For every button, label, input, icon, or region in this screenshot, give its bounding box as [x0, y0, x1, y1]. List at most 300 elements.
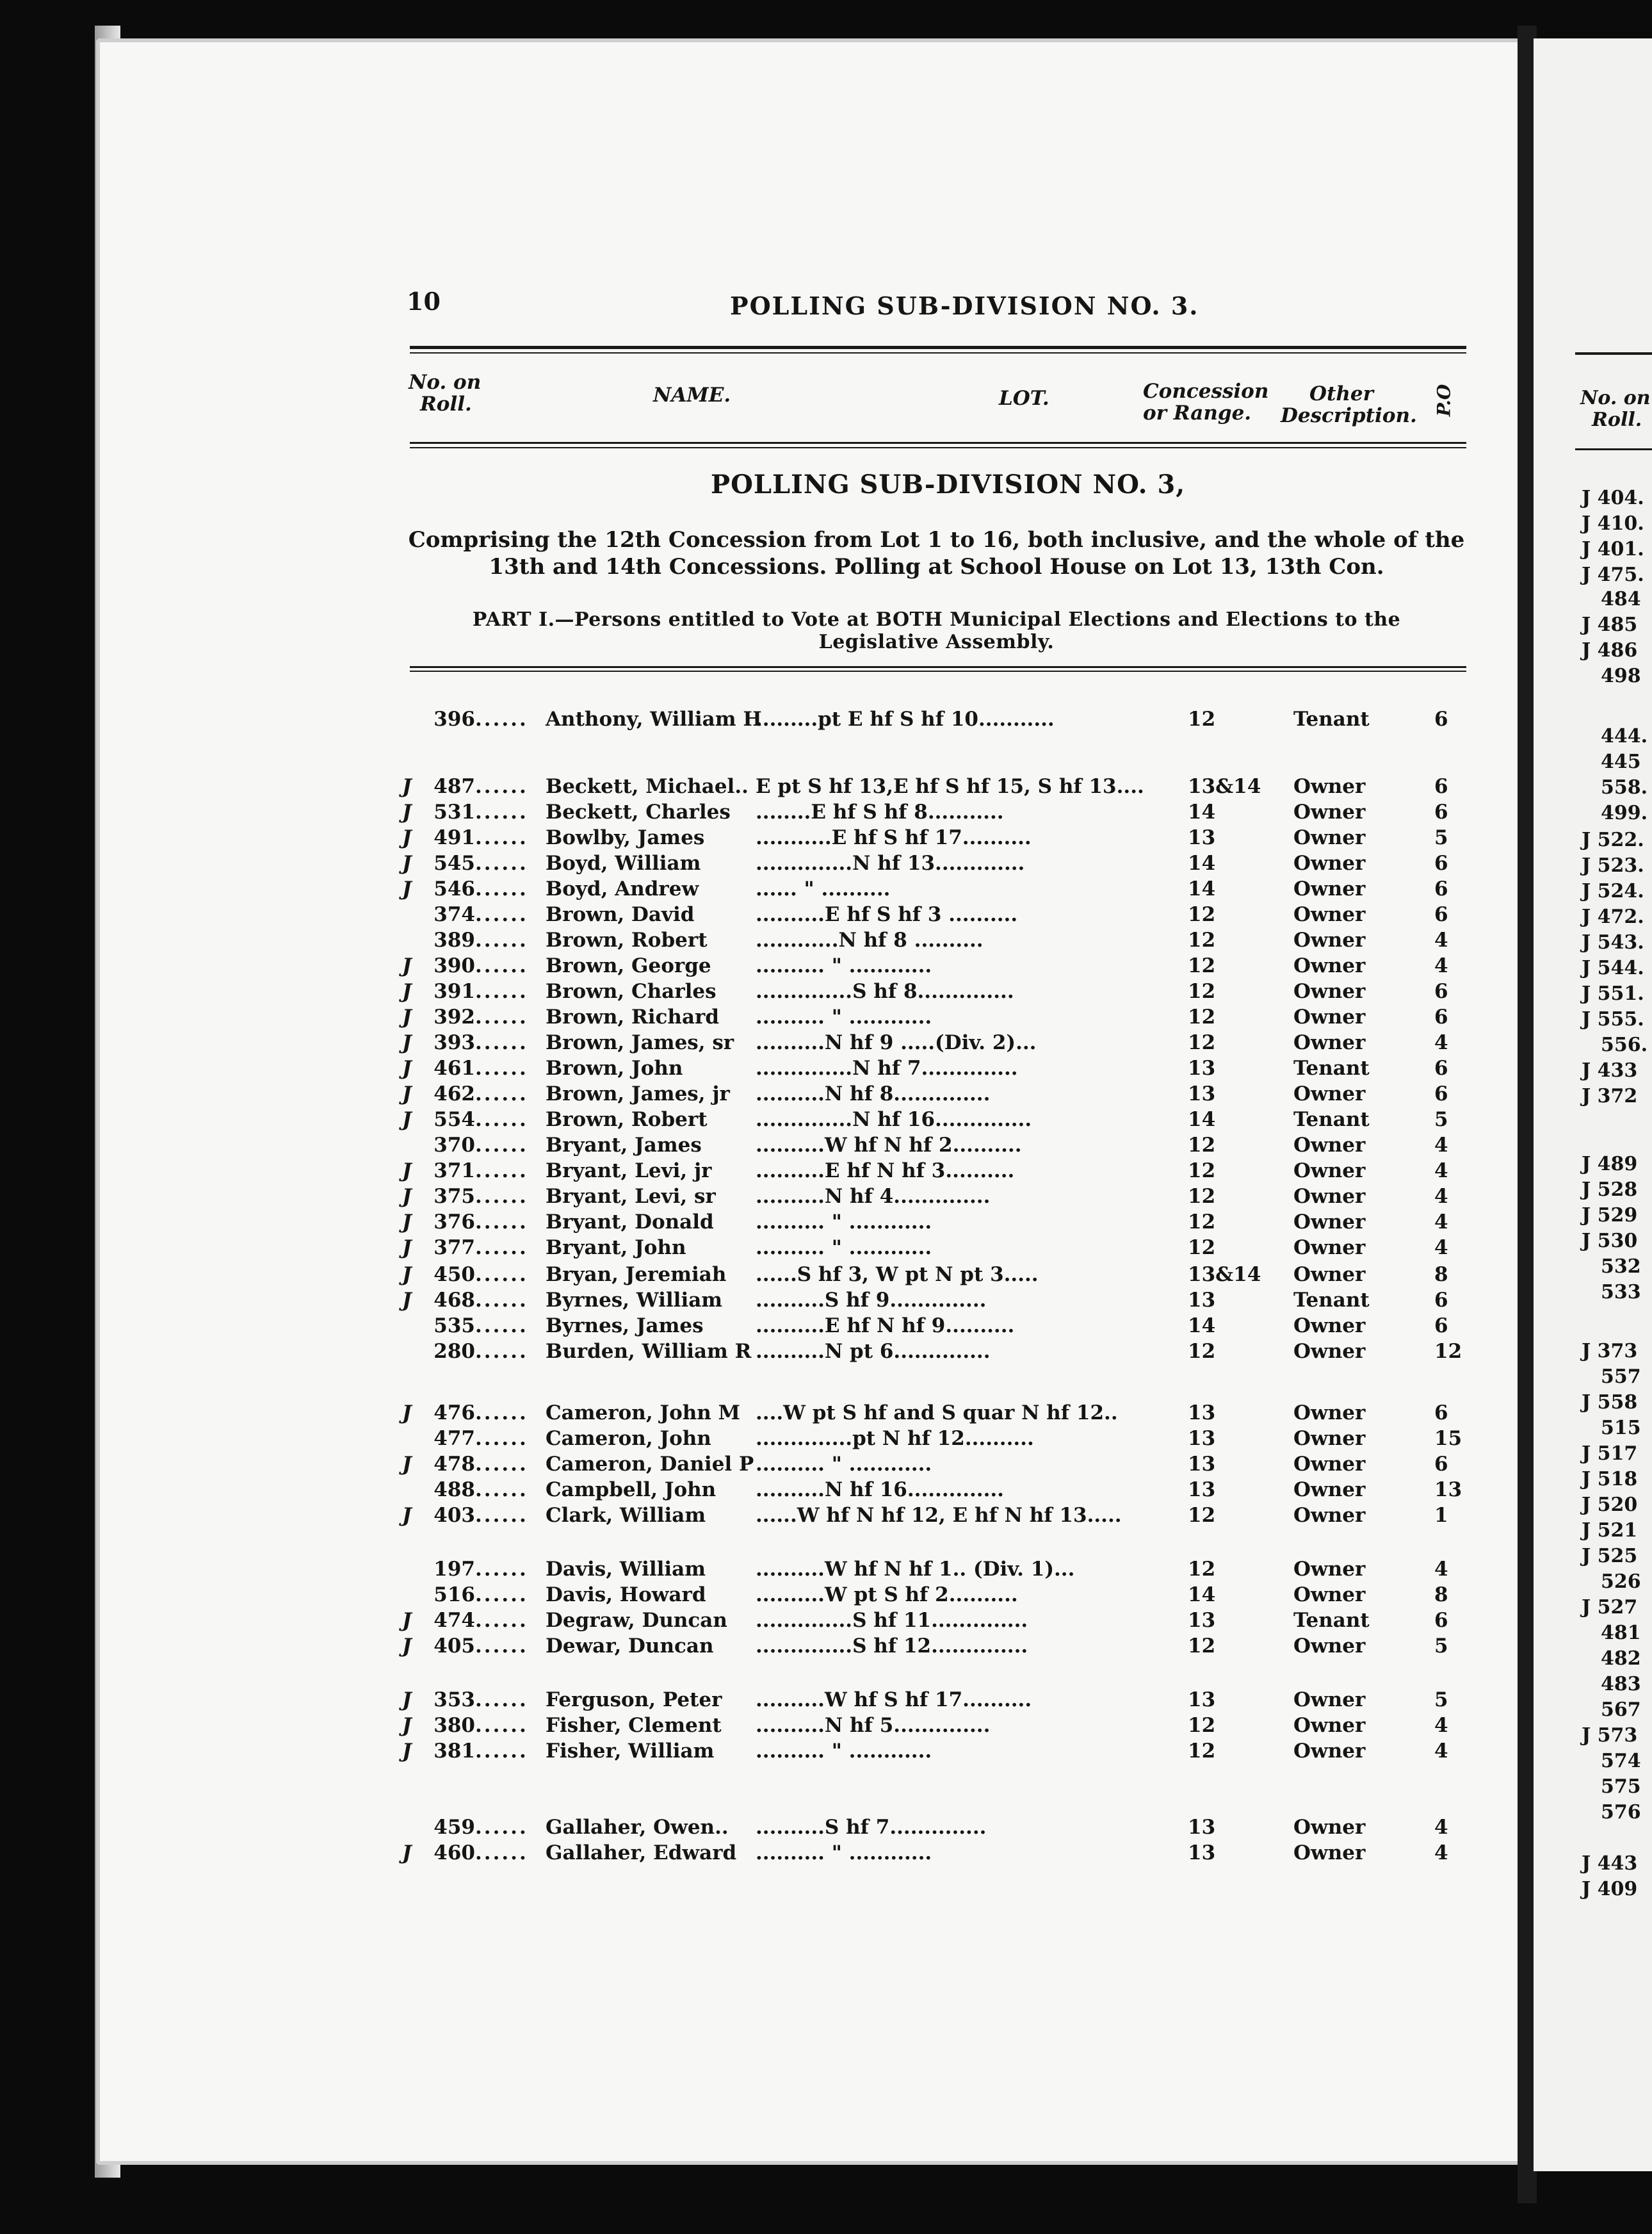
right-roll-number: 483: [1601, 1673, 1641, 1695]
roll-number: 381: [433, 1740, 475, 1763]
voter-name: Brown, James, sr: [546, 1031, 734, 1054]
leader-dots: ......: [475, 1558, 528, 1581]
lot-description: ...........E hf S hf 17..........: [756, 826, 1032, 849]
col-header-po: P.O: [1433, 384, 1455, 417]
roll-number: 405: [433, 1635, 475, 1658]
post-office: 1: [1434, 1504, 1448, 1527]
voter-name: Brown, James, jr: [546, 1082, 730, 1105]
voter-name: Brown, Robert: [546, 1108, 708, 1131]
right-roll-number: J 475.: [1582, 564, 1644, 586]
post-office: 4: [1434, 1740, 1448, 1763]
leader-dots: ......: [475, 1289, 528, 1312]
leader-dots: ......: [475, 1635, 528, 1658]
occupancy-description: Owner: [1293, 1031, 1366, 1054]
voter-name: Boyd, William: [546, 852, 701, 875]
voter-name: Degraw, Duncan: [546, 1609, 727, 1632]
occupancy-description: Owner: [1293, 1211, 1366, 1234]
voter-name: Burden, William R: [546, 1340, 752, 1363]
voter-name: Cameron, John: [546, 1427, 711, 1450]
occupancy-description: Owner: [1293, 1006, 1366, 1029]
roll-number: 371: [433, 1159, 475, 1182]
occupancy-description: Owner: [1293, 1340, 1366, 1363]
roll-number: 535: [433, 1314, 475, 1337]
lot-description: ............N hf 8 ..........: [756, 929, 984, 952]
post-office: 4: [1434, 1816, 1448, 1839]
leader-dots: ......: [475, 877, 528, 901]
roll-number: 468: [433, 1289, 475, 1312]
voter-name: Bryant, Levi, jr: [546, 1159, 712, 1182]
concession: 12: [1188, 1236, 1216, 1259]
concession: 13&14: [1188, 1263, 1261, 1286]
leader-dots: ......: [475, 1583, 528, 1606]
page-number: 10: [407, 287, 441, 316]
right-roll-number: 576: [1601, 1801, 1641, 1823]
voter-name: Davis, Howard: [546, 1583, 706, 1606]
roll-mark: J: [402, 775, 412, 798]
occupancy-description: Owner: [1293, 826, 1366, 849]
right-roll-number: 498: [1601, 665, 1641, 687]
header-rule-bottom: [410, 442, 1466, 444]
occupancy-description: Tenant: [1293, 1289, 1370, 1312]
concession: 13: [1188, 1082, 1216, 1105]
voter-name: Bryant, John: [546, 1236, 686, 1259]
leader-dots: ......: [475, 1714, 528, 1737]
roll-number: 280: [433, 1340, 475, 1363]
right-roll-number: 445: [1601, 751, 1641, 773]
roll-number: 516: [433, 1583, 475, 1606]
roll-mark: J: [402, 1263, 412, 1286]
right-col-header-no-on-roll: No. on Roll.: [1580, 387, 1651, 431]
leader-dots: ......: [475, 1504, 528, 1527]
post-office: 4: [1434, 1211, 1448, 1234]
lot-description: ..............N hf 13.............: [756, 852, 1025, 875]
concession: 14: [1188, 1108, 1216, 1131]
right-roll-number: 526: [1601, 1570, 1641, 1593]
right-roll-number: J 523.: [1582, 854, 1644, 877]
lot-description: ..........N hf 9 .....(Div. 2)...: [756, 1031, 1037, 1054]
roll-mark: J: [402, 1453, 412, 1476]
leader-dots: ......: [475, 1263, 528, 1286]
voter-name: Anthony, William H: [546, 708, 762, 731]
right-roll-number: J 401.: [1582, 538, 1644, 560]
post-office: 6: [1434, 708, 1448, 731]
roll-number: 396: [433, 708, 475, 731]
roll-mark: J: [402, 1031, 412, 1054]
roll-mark: J: [402, 980, 412, 1003]
concession: 12: [1188, 980, 1216, 1003]
voter-name: Bryant, James: [546, 1134, 702, 1157]
occupancy-description: Tenant: [1293, 708, 1370, 731]
right-roll-number: J 489: [1582, 1153, 1638, 1175]
roll-mark: J: [402, 1841, 412, 1864]
occupancy-description: Owner: [1293, 1236, 1366, 1259]
post-office: 6: [1434, 801, 1448, 824]
concession: 12: [1188, 708, 1216, 731]
right-roll-number: 556.: [1601, 1034, 1648, 1056]
right-roll-number: J 525: [1582, 1545, 1638, 1567]
post-office: 6: [1434, 1289, 1448, 1312]
right-roll-number: 558.: [1601, 776, 1648, 799]
post-office: 6: [1434, 1609, 1448, 1632]
lot-description: E pt S hf 13,E hf S hf 15, S hf 13....: [756, 775, 1144, 798]
voter-name: Bryan, Jeremiah: [546, 1263, 727, 1286]
post-office: 4: [1434, 1185, 1448, 1208]
concession: 12: [1188, 1031, 1216, 1054]
roll-number: 392: [433, 1006, 475, 1029]
right-roll-number: J 404.: [1582, 487, 1644, 509]
post-office: 6: [1434, 903, 1448, 926]
leader-dots: ......: [475, 1031, 528, 1054]
roll-mark: J: [402, 1609, 412, 1632]
roll-number: 370: [433, 1134, 475, 1157]
lot-description: ..........S hf 7..............: [756, 1816, 987, 1839]
post-office: 4: [1434, 1558, 1448, 1581]
right-roll-number: 482: [1601, 1647, 1641, 1670]
post-office: 6: [1434, 1057, 1448, 1080]
lot-description: ......W hf N hf 12, E hf N hf 13.....: [756, 1504, 1122, 1527]
roll-mark: J: [402, 1159, 412, 1182]
occupancy-description: Owner: [1293, 1185, 1366, 1208]
right-roll-number: J 485: [1582, 614, 1638, 636]
roll-mark: J: [402, 1236, 412, 1259]
lot-description: .........pt E hf S hf 10...........: [756, 708, 1055, 731]
col-header-concession: Concession or Range.: [1143, 380, 1269, 425]
roll-mark: J: [402, 1635, 412, 1658]
roll-number: 374: [433, 903, 475, 926]
voter-name: Brown, David: [546, 903, 695, 926]
concession: 12: [1188, 1635, 1216, 1658]
right-roll-number: J 410.: [1582, 512, 1644, 535]
voter-name: Fisher, Clement: [546, 1714, 722, 1737]
right-roll-number: J 522.: [1582, 829, 1644, 851]
right-roll-number: J 518: [1582, 1468, 1638, 1490]
leader-dots: ......: [475, 708, 528, 731]
right-roll-number: J 373: [1582, 1340, 1638, 1362]
concession: 13: [1188, 826, 1216, 849]
voter-name: Byrnes, James: [546, 1314, 704, 1337]
occupancy-description: Tenant: [1293, 1609, 1370, 1632]
leader-dots: ......: [475, 1609, 528, 1632]
roll-mark: J: [402, 1504, 412, 1527]
roll-mark: J: [402, 1688, 412, 1711]
roll-number: 377: [433, 1236, 475, 1259]
post-office: 6: [1434, 877, 1448, 901]
leader-dots: ......: [475, 1478, 528, 1501]
voter-name: Brown, Charles: [546, 980, 717, 1003]
roll-number: 546: [433, 877, 475, 901]
leader-dots: ......: [475, 775, 528, 798]
concession: 13: [1188, 1478, 1216, 1501]
post-office: 4: [1434, 954, 1448, 977]
right-roll-number: J 372: [1582, 1085, 1638, 1107]
leader-dots: ......: [475, 1236, 528, 1259]
lot-description: ..............N hf 7..............: [756, 1057, 1018, 1080]
leader-dots: ......: [475, 1401, 528, 1424]
voter-name: Brown, Robert: [546, 929, 708, 952]
concession: 12: [1188, 1185, 1216, 1208]
lot-description: ..........E hf N hf 9..........: [756, 1314, 1015, 1337]
roll-mark: J: [402, 877, 412, 901]
voter-name: Boyd, Andrew: [546, 877, 699, 901]
roll-mark: J: [402, 852, 412, 875]
concession: 13: [1188, 1401, 1216, 1424]
leader-dots: ......: [475, 1453, 528, 1476]
post-office: 4: [1434, 1236, 1448, 1259]
leader-dots: ......: [475, 1082, 528, 1105]
col-header-no-on-roll: No. on Roll.: [409, 371, 482, 416]
post-office: 6: [1434, 1401, 1448, 1424]
post-office: 8: [1434, 1583, 1448, 1606]
lot-description: ..........N hf 8..............: [756, 1082, 991, 1105]
right-roll-number: 444.: [1601, 725, 1648, 747]
roll-number: 554: [433, 1108, 475, 1131]
post-office: 6: [1434, 1006, 1448, 1029]
voter-name: Bryant, Donald: [546, 1211, 714, 1234]
concession: 12: [1188, 1740, 1216, 1763]
leader-dots: ......: [475, 980, 528, 1003]
roll-mark: J: [402, 1057, 412, 1080]
voter-name: Davis, William: [546, 1558, 706, 1581]
lot-description: ..........W hf N hf 2..........: [756, 1134, 1022, 1157]
concession: 12: [1188, 1558, 1216, 1581]
voter-name: Beckett, Charles: [546, 801, 731, 824]
post-office: 6: [1434, 775, 1448, 798]
concession: 14: [1188, 1314, 1216, 1337]
concession: 14: [1188, 1583, 1216, 1606]
roll-number: 353: [433, 1688, 475, 1711]
concession: 12: [1188, 1714, 1216, 1737]
right-roll-number: J 530: [1582, 1230, 1638, 1252]
leader-dots: ......: [475, 1006, 528, 1029]
roll-mark: J: [402, 1714, 412, 1737]
leader-dots: ......: [475, 1841, 528, 1864]
concession: 13: [1188, 1816, 1216, 1839]
right-roll-number: J 558: [1582, 1391, 1638, 1414]
occupancy-description: Owner: [1293, 1841, 1366, 1864]
roll-number: 545: [433, 852, 475, 875]
roll-number: 491: [433, 826, 475, 849]
lot-description: ..........W hf N hf 1.. (Div. 1)...: [756, 1558, 1075, 1581]
leader-dots: ......: [475, 852, 528, 875]
occupancy-description: Owner: [1293, 1478, 1366, 1501]
leader-dots: ......: [475, 903, 528, 926]
post-office: 5: [1434, 826, 1448, 849]
concession: 12: [1188, 929, 1216, 952]
roll-number: 476: [433, 1401, 475, 1424]
right-roll-number: J 544.: [1582, 957, 1644, 979]
lot-description: .......... " ............: [756, 1453, 932, 1476]
right-roll-number: J 521: [1582, 1519, 1638, 1542]
lot-description: ..............N hf 16..............: [756, 1108, 1032, 1131]
concession: 12: [1188, 1340, 1216, 1363]
right-roll-number: 557: [1601, 1366, 1641, 1388]
roll-number: 462: [433, 1082, 475, 1105]
leader-dots: ......: [475, 1134, 528, 1157]
voter-name: Cameron, Daniel P: [546, 1453, 754, 1476]
lot-description: ..........N hf 16..............: [756, 1478, 1004, 1501]
leader-dots: ......: [475, 1185, 528, 1208]
right-roll-number: J 551.: [1582, 982, 1644, 1005]
right-roll-number: J 517: [1582, 1442, 1638, 1465]
right-roll-number: 532: [1601, 1255, 1641, 1278]
leader-dots: ......: [475, 801, 528, 824]
occupancy-description: Owner: [1293, 1558, 1366, 1581]
occupancy-description: Owner: [1293, 1816, 1366, 1839]
post-office: 4: [1434, 1031, 1448, 1054]
roll-number: 197: [433, 1558, 475, 1581]
concession: 13&14: [1188, 775, 1261, 798]
right-roll-number: 533: [1601, 1281, 1641, 1303]
leader-dots: ......: [475, 1057, 528, 1080]
lot-description: .......... " ............: [756, 1740, 932, 1763]
occupancy-description: Owner: [1293, 775, 1366, 798]
lot-description: ..........N hf 5..............: [756, 1714, 991, 1737]
concession: 12: [1188, 954, 1216, 977]
col-header-name: NAME.: [653, 384, 731, 407]
voter-name: Cameron, John M: [546, 1401, 740, 1424]
roll-mark: J: [402, 1289, 412, 1312]
right-roll-number: J 529: [1582, 1204, 1638, 1227]
header-rule-top-thin: [410, 352, 1466, 354]
concession: 13: [1188, 1427, 1216, 1450]
right-roll-number: J 543.: [1582, 931, 1644, 954]
occupancy-description: Owner: [1293, 852, 1366, 875]
concession: 14: [1188, 852, 1216, 875]
roll-number: 390: [433, 954, 475, 977]
col-header-other-description: Other Description.: [1281, 382, 1417, 427]
occupancy-description: Owner: [1293, 980, 1366, 1003]
concession: 13: [1188, 1841, 1216, 1864]
right-roll-number: J 409: [1582, 1878, 1638, 1900]
voter-name: Brown, George: [546, 954, 711, 977]
roll-number: 531: [433, 801, 475, 824]
occupancy-description: Owner: [1293, 1427, 1366, 1450]
roll-mark: J: [402, 1006, 412, 1029]
roll-number: 477: [433, 1427, 475, 1450]
voter-name: Dewar, Duncan: [546, 1635, 714, 1658]
concession: 14: [1188, 801, 1216, 824]
occupancy-description: Owner: [1293, 1714, 1366, 1737]
post-office: 4: [1434, 929, 1448, 952]
roll-number: 376: [433, 1211, 475, 1234]
voter-name: Fisher, William: [546, 1740, 715, 1763]
lot-description: ..........E hf N hf 3..........: [756, 1159, 1015, 1182]
intro-line-2: 13th and 14th Concessions. Polling at School House on Lot 13, 13th Con.: [489, 554, 1384, 580]
lot-description: .......... " ............: [756, 1211, 932, 1234]
roll-number: 474: [433, 1609, 475, 1632]
occupancy-description: Owner: [1293, 954, 1366, 977]
voter-name: Clark, William: [546, 1504, 706, 1527]
right-roll-number: 574: [1601, 1750, 1641, 1772]
roll-mark: J: [402, 1211, 412, 1234]
header-rule-bottom-thin: [410, 447, 1466, 448]
lot-description: ....W pt S hf and S quar N hf 12..: [756, 1401, 1118, 1424]
leader-dots: ......: [475, 1816, 528, 1839]
voter-name: Byrnes, William: [546, 1289, 723, 1312]
roll-mark: J: [402, 1401, 412, 1424]
occupancy-description: Owner: [1293, 1401, 1366, 1424]
occupancy-description: Owner: [1293, 801, 1366, 824]
part-rule: [410, 666, 1466, 668]
voter-name: Brown, John: [546, 1057, 683, 1080]
occupancy-description: Owner: [1293, 1583, 1366, 1606]
roll-number: 393: [433, 1031, 475, 1054]
roll-number: 461: [433, 1057, 475, 1080]
occupancy-description: Owner: [1293, 1740, 1366, 1763]
post-office: 8: [1434, 1263, 1448, 1286]
right-roll-number: J 555.: [1582, 1008, 1644, 1031]
intro-line-1: Comprising the 12th Concession from Lot 1 to 16, both inclusive, and the whole of the: [408, 527, 1465, 553]
concession: 13: [1188, 1453, 1216, 1476]
concession: 12: [1188, 1006, 1216, 1029]
right-roll-number: J 443: [1582, 1852, 1638, 1875]
roll-mark: J: [402, 954, 412, 977]
roll-number: 389: [433, 929, 475, 952]
lot-description: .......... " ............: [756, 1006, 932, 1029]
occupancy-description: Tenant: [1293, 1108, 1370, 1131]
post-office: 6: [1434, 1082, 1448, 1105]
occupancy-description: Owner: [1293, 1635, 1366, 1658]
roll-number: 459: [433, 1816, 475, 1839]
roll-mark: J: [402, 801, 412, 824]
post-office: 6: [1434, 1453, 1448, 1476]
roll-mark: J: [402, 1740, 412, 1763]
voter-name: Gallaher, Owen..: [546, 1816, 729, 1839]
post-office: 4: [1434, 1159, 1448, 1182]
right-roll-number: 481: [1601, 1622, 1641, 1644]
occupancy-description: Tenant: [1293, 1057, 1370, 1080]
roll-number: 487: [433, 775, 475, 798]
lot-description: ..............S hf 12..............: [756, 1635, 1028, 1658]
post-office: 4: [1434, 1841, 1448, 1864]
right-roll-number: J 520: [1582, 1494, 1638, 1516]
post-office: 4: [1434, 1134, 1448, 1157]
lot-description: ..........N hf 4..............: [756, 1185, 991, 1208]
right-roll-number: J 527: [1582, 1596, 1638, 1618]
right-roll-number: J 486: [1582, 639, 1638, 662]
post-office: 15: [1434, 1427, 1462, 1450]
leader-dots: ......: [475, 1159, 528, 1182]
leader-dots: ......: [475, 1211, 528, 1234]
lot-description: ..............S hf 11..............: [756, 1609, 1028, 1632]
voter-name: Bryant, Levi, sr: [546, 1185, 716, 1208]
right-roll-number: J 433: [1582, 1059, 1638, 1082]
voter-name: Gallaher, Edward: [546, 1841, 737, 1864]
roll-number: 391: [433, 980, 475, 1003]
right-roll-number: 515: [1601, 1417, 1641, 1439]
right-roll-number: 575: [1601, 1775, 1641, 1798]
lot-description: ......S hf 3, W pt N pt 3.....: [756, 1263, 1039, 1286]
part-heading-line-1: PART I.—Persons entitled to Vote at BOTH Municipal Elections and Elections to the: [472, 608, 1401, 631]
occupancy-description: Owner: [1293, 1263, 1366, 1286]
occupancy-description: Owner: [1293, 1159, 1366, 1182]
concession: 13: [1188, 1688, 1216, 1711]
leader-dots: ......: [475, 1314, 528, 1337]
occupancy-description: Owner: [1293, 1504, 1366, 1527]
right-roll-number: J 528: [1582, 1178, 1638, 1201]
part-heading-line-2: Legislative Assembly.: [818, 631, 1055, 653]
voter-name: Bowlby, James: [546, 826, 705, 849]
col-header-lot: LOT.: [999, 387, 1049, 410]
lot-description: ..............pt N hf 12..........: [756, 1427, 1034, 1450]
leader-dots: ......: [475, 1340, 528, 1363]
lot-description: ..............S hf 8..............: [756, 980, 1014, 1003]
right-roll-number: 567: [1601, 1699, 1641, 1721]
roll-mark: J: [402, 1108, 412, 1131]
header-rule-top: [410, 346, 1466, 349]
lot-description: ........E hf S hf 8...........: [756, 801, 1004, 824]
lot-description: .......... " ............: [756, 954, 932, 977]
